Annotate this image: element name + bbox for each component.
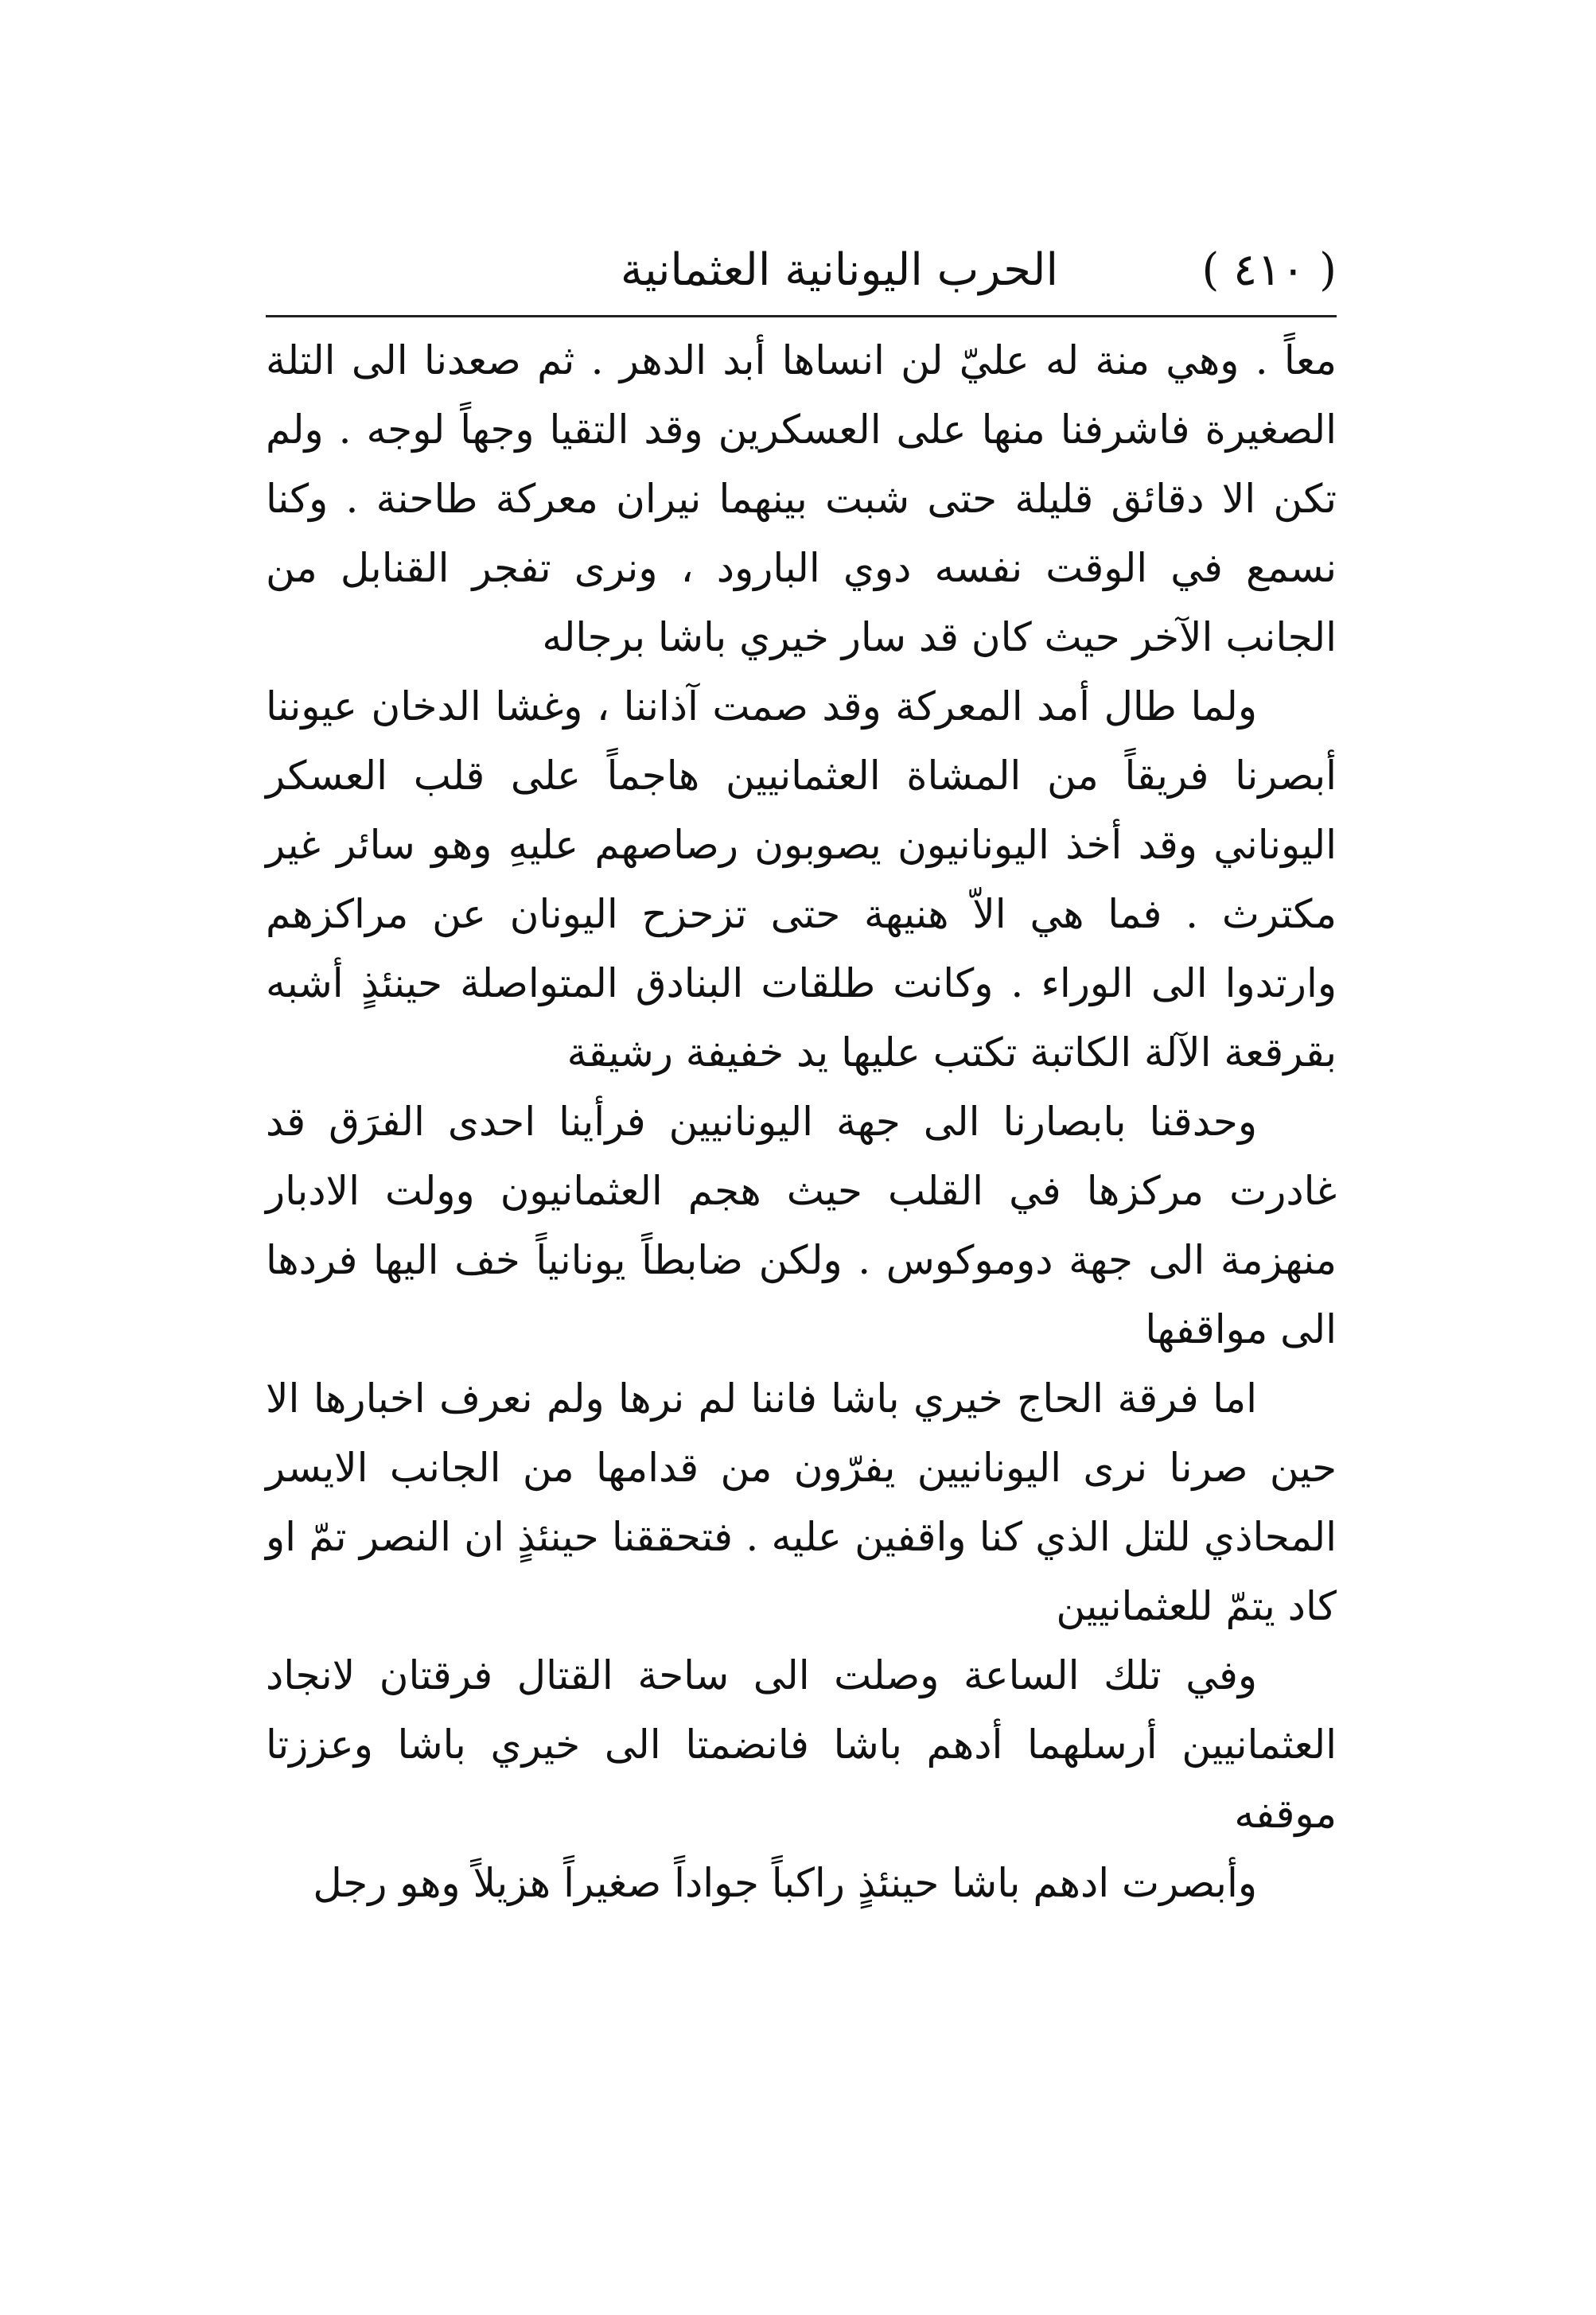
header-rule <box>266 315 1337 317</box>
body-text <box>266 326 1337 1918</box>
paragraph-3: وحدقنا بابصارنا الى جهة اليونانيين فرأينا احدى الفرَق قد غادرت مركزها في القلب حيث هجم العثمانيون وولت الادبار منهزمة الى جهة دوموكوس . ولكن ضابطاً يونانياً خف اليها فردها الى مواقفها <box>266 1099 1337 1352</box>
running-title: الحرب اليونانية العثمانية <box>620 244 1058 296</box>
paragraph-5: وفي تلك الساعة وصلت الى ساحة القتال فرقتان لانجاد العثمانيين أرسلهما أدهم باشا فانضمتا الى خيري باشا وعززتا موقفه <box>266 1652 1337 1837</box>
page-number: ( ٤١٠ ) <box>1201 244 1337 296</box>
paragraph-4: اما فرقة الحاج خيري باشا فاننا لم نرها ولم نعرف اخبارها الا حين صرنا نرى اليونانيين يفرّون من قدامها من الجانب الايسر المحاذي للتل الذي كنا واقفين عليه . فتحققنا حينئذٍ ان النصر تمّ او كاد يتمّ للعثمانيين <box>266 1375 1337 1629</box>
paragraph-1: معاً . وهي منة له عليّ لن انساها أبد الدهر . ثم صعدنا الى التلة الصغيرة فاشرفنا منها على العسكرين وقد التقيا وجهاً لوجه . ولم تكن الا دقائق قليلة حتى شبت بينهما نيران معركة طاحنة . وكنا نسمع في الوقت نفسه دوي البارود ، ونرى تفجر القنابل من الجانب الآخر حيث كان قد سار خيري باشا برجاله <box>266 337 1337 660</box>
paragraph-2: ولما طال أمد المعركة وقد صمت آذاننا ، وغشا الدخان عيوننا أبصرنا فريقاً من المشاة العثمانيين هاجماً على قلب العسكر اليوناني وقد أخذ اليونانيون يصوبون رصاصهم عليهِ وهو سائر غير مكترث . فما هي الاّ هنيهة حتى تزحزح اليونان عن مراكزهم وارتدوا الى الوراء . وكانت طلقات البنادق المتواصلة حينئذٍ أشبه بقرقعة الآلة الكاتبة تكتب عليها يد خفيفة رشيقة <box>266 683 1337 1076</box>
paragraph-6: وأبصرت ادهم باشا حينئذٍ راكباً جواداً صغيراً هزيلاً وهو رجل <box>313 1860 1257 1906</box>
page-header <box>266 235 1337 306</box>
